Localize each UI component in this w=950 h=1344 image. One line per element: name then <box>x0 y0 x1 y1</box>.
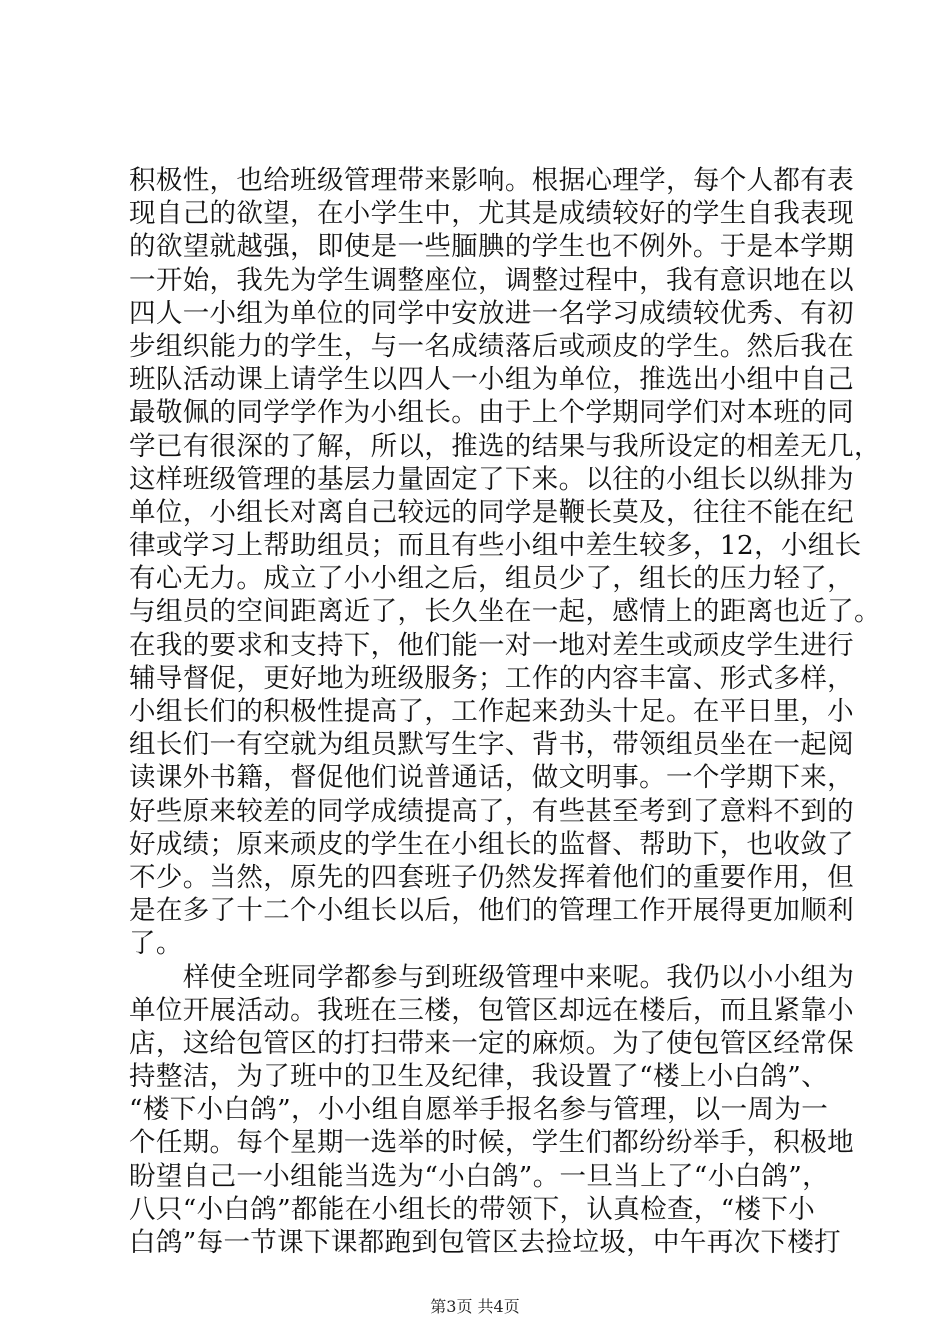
page-footer <box>0 1294 950 1317</box>
text-line: 这样班级管理的基层力量固定了下来。以往的小组长以纵排为 <box>129 463 854 495</box>
text-line: 律或学习上帮助组员；而且有些小组中差生较多，12，小组长 <box>129 530 862 562</box>
text-line: 好些原来较差的同学成绩提高了，有些甚至考到了意料不到的 <box>129 795 854 827</box>
text-line: 八只“小白鸽”都能在小组长的带领下，认真检查，“楼下小 <box>129 1193 816 1225</box>
text-line: 盼望自己一小组能当选为“小白鸽”。一旦当上了“小白鸽”， <box>129 1160 829 1192</box>
page-number: 第3页 共4页 <box>430 1297 520 1316</box>
text-line: 小组长们的积极性提高了，工作起来劲头十足。在平日里，小 <box>129 696 854 727</box>
text-line: 现自己的欲望，在小学生中，尤其是成绩较好的学生自我表现 <box>129 198 854 230</box>
text-line: 持整洁，为了班中的卫生及纪律，我设置了“楼上小白鸽”、 <box>129 1061 829 1093</box>
text-line: “楼下小白鸽”，小小组自愿举手报名参与管理，以一周为一 <box>129 1094 829 1126</box>
text-line: 的欲望就越强，即使是一些腼腆的学生也不例外。于是本学期 <box>129 231 854 263</box>
text-line: 有心无力。成立了小小组之后，组员少了，组长的压力轻了， <box>129 563 854 595</box>
paragraph-2 <box>129 961 855 1260</box>
text-line: 了。 <box>129 928 183 960</box>
text-line: 个任期。每个星期一选举的时候，学生们都纷纷举手，积极地 <box>129 1127 854 1159</box>
paragraph-1 <box>129 164 881 961</box>
text-line: 学已有很深的了解，所以，推选的结果与我所设定的相差无几， <box>129 430 881 462</box>
text-line: 与组员的空间距离近了，长久坐在一起，感情上的距离也近了。 <box>129 596 881 628</box>
text-line: 读课外书籍，督促他们说普通话，做文明事。一个学期下来， <box>129 762 854 794</box>
text-line: 单位开展活动。我班在三楼，包管区却远在楼后，而且紧靠小 <box>129 994 854 1026</box>
text-line: 一开始，我先为学生调整座位，调整过程中，我有意识地在以 <box>129 264 854 296</box>
text-line: 四人一小组为单位的同学中安放进一名学习成绩较优秀、有初 <box>129 297 854 329</box>
text-line: 在我的要求和支持下，他们能一对一地对差生或顽皮学生进行 <box>129 629 854 661</box>
text-line: 单位，小组长对离自己较远的同学是鞭长莫及，往往不能在纪 <box>129 496 854 528</box>
text-line: 辅导督促，更好地为班级服务；工作的内容丰富、形式多样， <box>129 662 854 694</box>
text-line: 白鸽”每一节课下课都跑到包管区去捡垃圾，中午再次下楼打 <box>129 1227 841 1258</box>
text-line: 样使全班同学都参与到班级管理中来呢。我仍以小小组为 <box>183 961 855 993</box>
text-line: 积极性，也给班级管理带来影响。根据心理学，每个人都有表 <box>129 165 854 196</box>
text-line: 班队活动课上请学生以四人一小组为单位，推选出小组中自己 <box>129 364 854 396</box>
text-line: 店，这给包管区的打扫带来一定的麻烦。为了使包管区经常保 <box>129 1027 854 1059</box>
text-line: 不少。当然，原先的四套班子仍然发挥着他们的重要作用，但 <box>129 861 854 893</box>
text-line: 组长们一有空就为组员默写生字、背书，带领组员坐在一起阅 <box>129 729 854 761</box>
document-body <box>129 164 881 1259</box>
text-line: 步组织能力的学生，与一名成绩落后或顽皮的学生。然后我在 <box>129 330 854 362</box>
text-line: 好成绩；原来顽皮的学生在小组长的监督、帮助下，也收敛了 <box>129 828 854 860</box>
text-line: 是在多了十二个小组长以后，他们的管理工作开展得更加顺利 <box>129 895 854 927</box>
text-line: 最敬佩的同学学作为小组长。由于上个学期同学们对本班的同 <box>129 397 854 429</box>
